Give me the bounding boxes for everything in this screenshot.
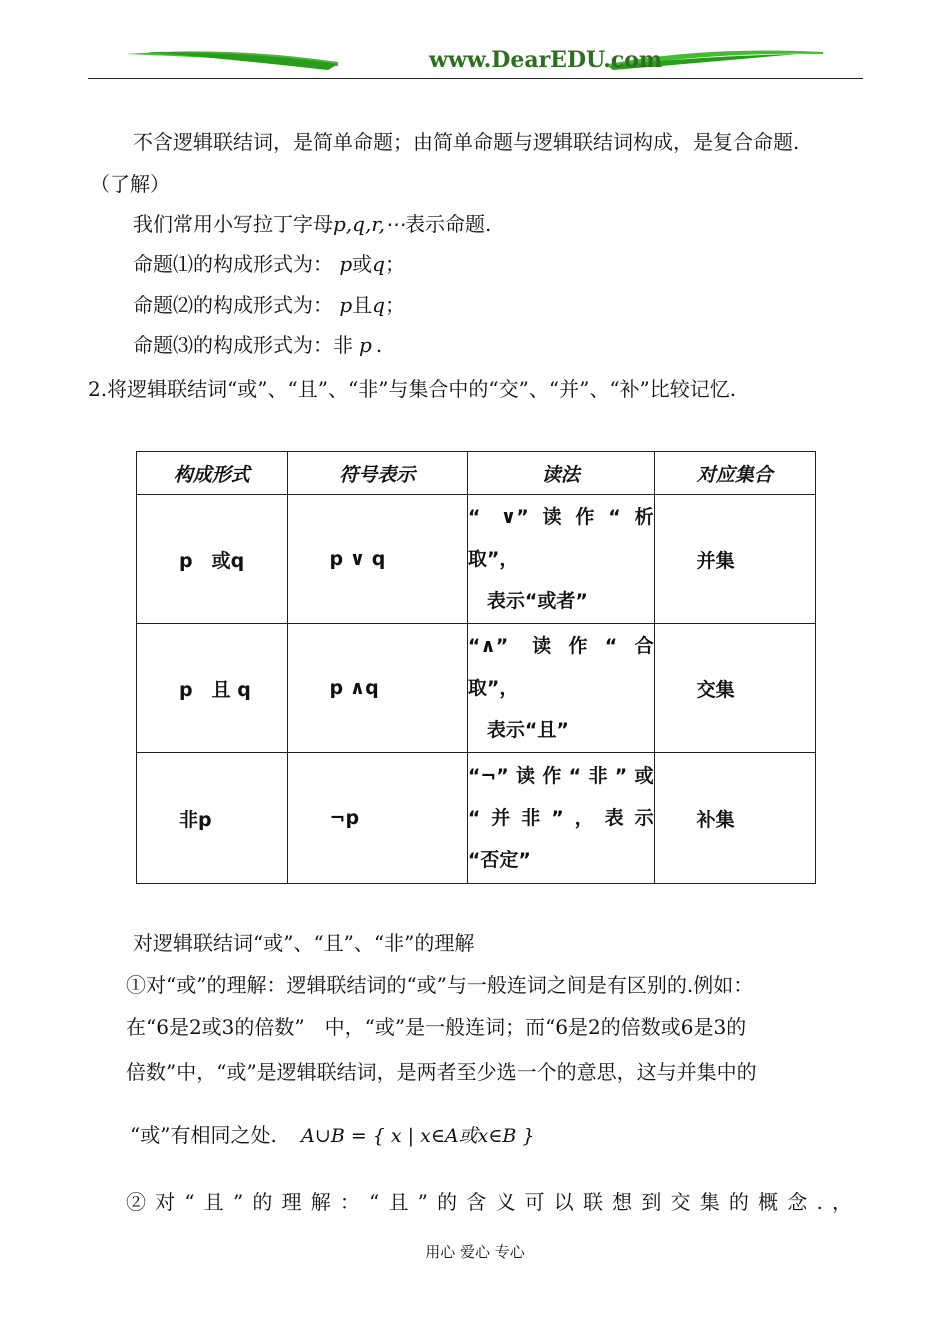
read-line: 表示“且” [467, 719, 569, 741]
op: 且 [352, 293, 373, 317]
var-list: p,q,r,⋯ [333, 212, 406, 236]
read-line: 取”， [467, 548, 519, 570]
text: “或”有相同之处. [130, 1123, 277, 1147]
form-1 [133, 248, 405, 277]
read-cell [467, 753, 654, 884]
understanding-and: ②对“且”的理解：“且”的含义可以联想到交集的概念.， [126, 1190, 852, 1214]
section-title: 对逻辑联结词“或”、“且”、“非”的理解 [133, 931, 475, 955]
var: q [372, 252, 385, 276]
punct: ； [384, 293, 405, 317]
op: 或 [352, 252, 373, 276]
read-line: “否定” [467, 849, 531, 871]
table-row [137, 495, 816, 624]
var: q [372, 293, 385, 317]
table-row [137, 624, 816, 753]
set-cell: 交集 [654, 624, 815, 753]
read-cell [467, 624, 654, 753]
paragraph-letters [133, 208, 491, 237]
read-cell [467, 495, 654, 624]
understanding-or-1: ①对“或”的理解：逻辑联结词的“或”与一般连词之间是有区别的.例如： [126, 973, 754, 997]
understanding-or-2: 在“6是2或3的倍数” 中，“或”是一般连词；而“6是2的倍数或6是3的 [126, 1015, 747, 1039]
header-set: 对应集合 [654, 452, 815, 495]
table-row [137, 753, 816, 884]
read-line: “∧” 读作“合 [467, 635, 654, 657]
understanding-or-4 [130, 1119, 534, 1148]
read-line: “¬”读作“非”或 [467, 765, 654, 787]
symbol-cell: ¬p [287, 753, 467, 884]
read-line: “ ∨”读作“析 [467, 506, 654, 528]
form-2 [133, 289, 405, 318]
punct: ； [384, 252, 405, 276]
var: p [359, 333, 372, 357]
header-read: 读法 [467, 452, 654, 495]
symbol-cell: p ∨ q [287, 495, 467, 624]
form-cell: 非p [137, 753, 288, 884]
var: p [339, 293, 353, 317]
paragraph-compound: 不含逻辑联结词，是简单命题；由简单命题与逻辑联结词构成，是复合命题. [133, 130, 800, 154]
site-logo [88, 40, 863, 80]
header-form: 构成形式 [137, 452, 288, 495]
text: 表示命题. [405, 212, 492, 236]
read-line: “并非”，表示 [467, 807, 654, 829]
union-formula: A∪B = { x | x∈A或x∈B } [301, 1125, 535, 1147]
header-symbol: 符号表示 [287, 452, 467, 495]
paragraph-note: （了解） [90, 172, 170, 196]
logic-table [136, 451, 816, 884]
form-cell: p 且 q [137, 624, 288, 753]
site-url: www.DearEDU.com [429, 47, 663, 73]
text: 命题⑴的构成形式为： [133, 252, 333, 276]
set-cell: 补集 [654, 753, 815, 884]
paragraph-compare: 2.将逻辑联结词“或”、“且”、“非”与集合中的“交”、“并”、“补”比较记忆. [88, 377, 737, 401]
understanding-or-3: 倍数”中，“或”是逻辑联结词，是两者至少选一个的意思，这与并集中的 [126, 1060, 757, 1084]
table-header-row [137, 452, 816, 495]
text: 命题⑶的构成形式为：非 [133, 333, 353, 357]
page-footer: 用心 爱心 专心 [425, 1243, 525, 1261]
text: 命题⑵的构成形式为： [133, 293, 333, 317]
punct: . [375, 333, 383, 357]
var: p [339, 252, 353, 276]
read-line: 取”， [467, 677, 519, 699]
form-3 [133, 329, 382, 358]
read-line: 表示“或者” [467, 590, 588, 612]
symbol-cell: p ∧q [287, 624, 467, 753]
text: 我们常用小写拉丁字母 [133, 212, 333, 236]
form-cell: p 或q [137, 495, 288, 624]
set-cell: 并集 [654, 495, 815, 624]
header-rule [88, 78, 863, 79]
